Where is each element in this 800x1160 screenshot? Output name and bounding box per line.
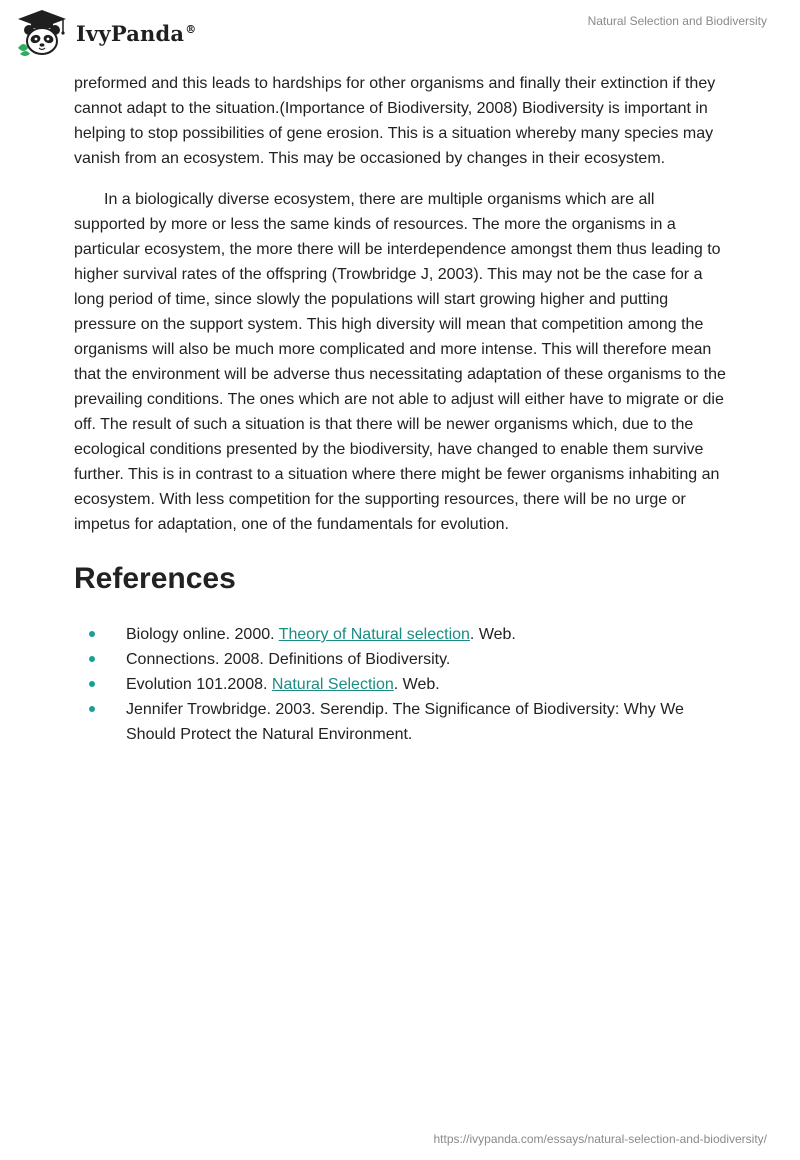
paragraph-2: In a biologically diverse ecosystem, there are multiple organisms which are all supported by more or less the same kinds of resources. The more the organisms in a particular ecosystem, the more there will be interdependence amongst them thus leading to higher survival rates of the offspring (Trowbridge J, 2003). This may not be the case for a long period of time, since slowly the populations will start growing higher and putting pressure on the support system. This high diversity will mean that competition among the organisms will also be much more complicated and more intense. This will therefore mean that the environment will be adverse thus necessitating adaptation of these organisms to the prevailing conditions. The ones which are not able to adjust will either have to migrate or die off. The result of such a situation is that there will be newer organisms which, due to the ecological conditions presented by the biodiversity, have changed to enable them survive further. This is in contrast to a situation where there might be fewer organisms inhabiting an ecosystem. With less competition for the supporting resources, there will be no urge or impetus for adaptation, one of the fundamentals for evolution. [74,191,726,533]
essay-content [74,71,726,747]
references-list [74,622,726,747]
bullet-dot-icon [89,706,95,712]
bullet-dot-icon [89,681,95,687]
reference-text-suffix: . Web. [469,626,516,643]
reference-item [74,622,726,647]
document-title: Natural Selection and Biodiversity [587,14,767,28]
page-url: https://ivypanda.com/essays/natural-selection-and-biodiversity/ [433,1132,767,1146]
reference-text: Jennifer Trowbridge. 2003. Serendip. The Significance of Biodiversity: Why We Should Protect the Natural Environment. [126,701,684,743]
reference-item [74,697,726,747]
paragraph-1: preformed and this leads to hardships for other organisms and finally their extinction if they cannot adapt to the situation.(Importance of Biodiversity, 2008) Biodiversity is important in helping to stop possibilities of gene erosion. This is a situation whereby many species may vanish from an ecosystem. This may be occasioned by changes in their ecosystem. [74,75,716,167]
reference-item [74,672,726,697]
page-header [0,0,800,70]
reference-text: Biology online. 2000. [126,626,279,643]
bullet-dot-icon [89,656,95,662]
bullet-dot-icon [89,631,95,637]
reference-text-suffix: . Web. [393,676,440,693]
registered-mark: ® [185,22,197,36]
reference-item [74,647,726,672]
panda-graduate-icon [14,8,70,58]
brand-logo[interactable] [14,8,196,58]
references-heading: References [74,562,236,595]
reference-text: Evolution 101.2008. [126,676,272,693]
reference-link-theory-of-natural-selection[interactable]: Theory of Natural selection [278,626,470,643]
brand-name: IvyPanda® [76,20,197,46]
reference-text: Connections. 2008. Definitions of Biodiversity. [126,651,451,668]
reference-link-natural-selection[interactable]: Natural Selection [271,676,394,693]
